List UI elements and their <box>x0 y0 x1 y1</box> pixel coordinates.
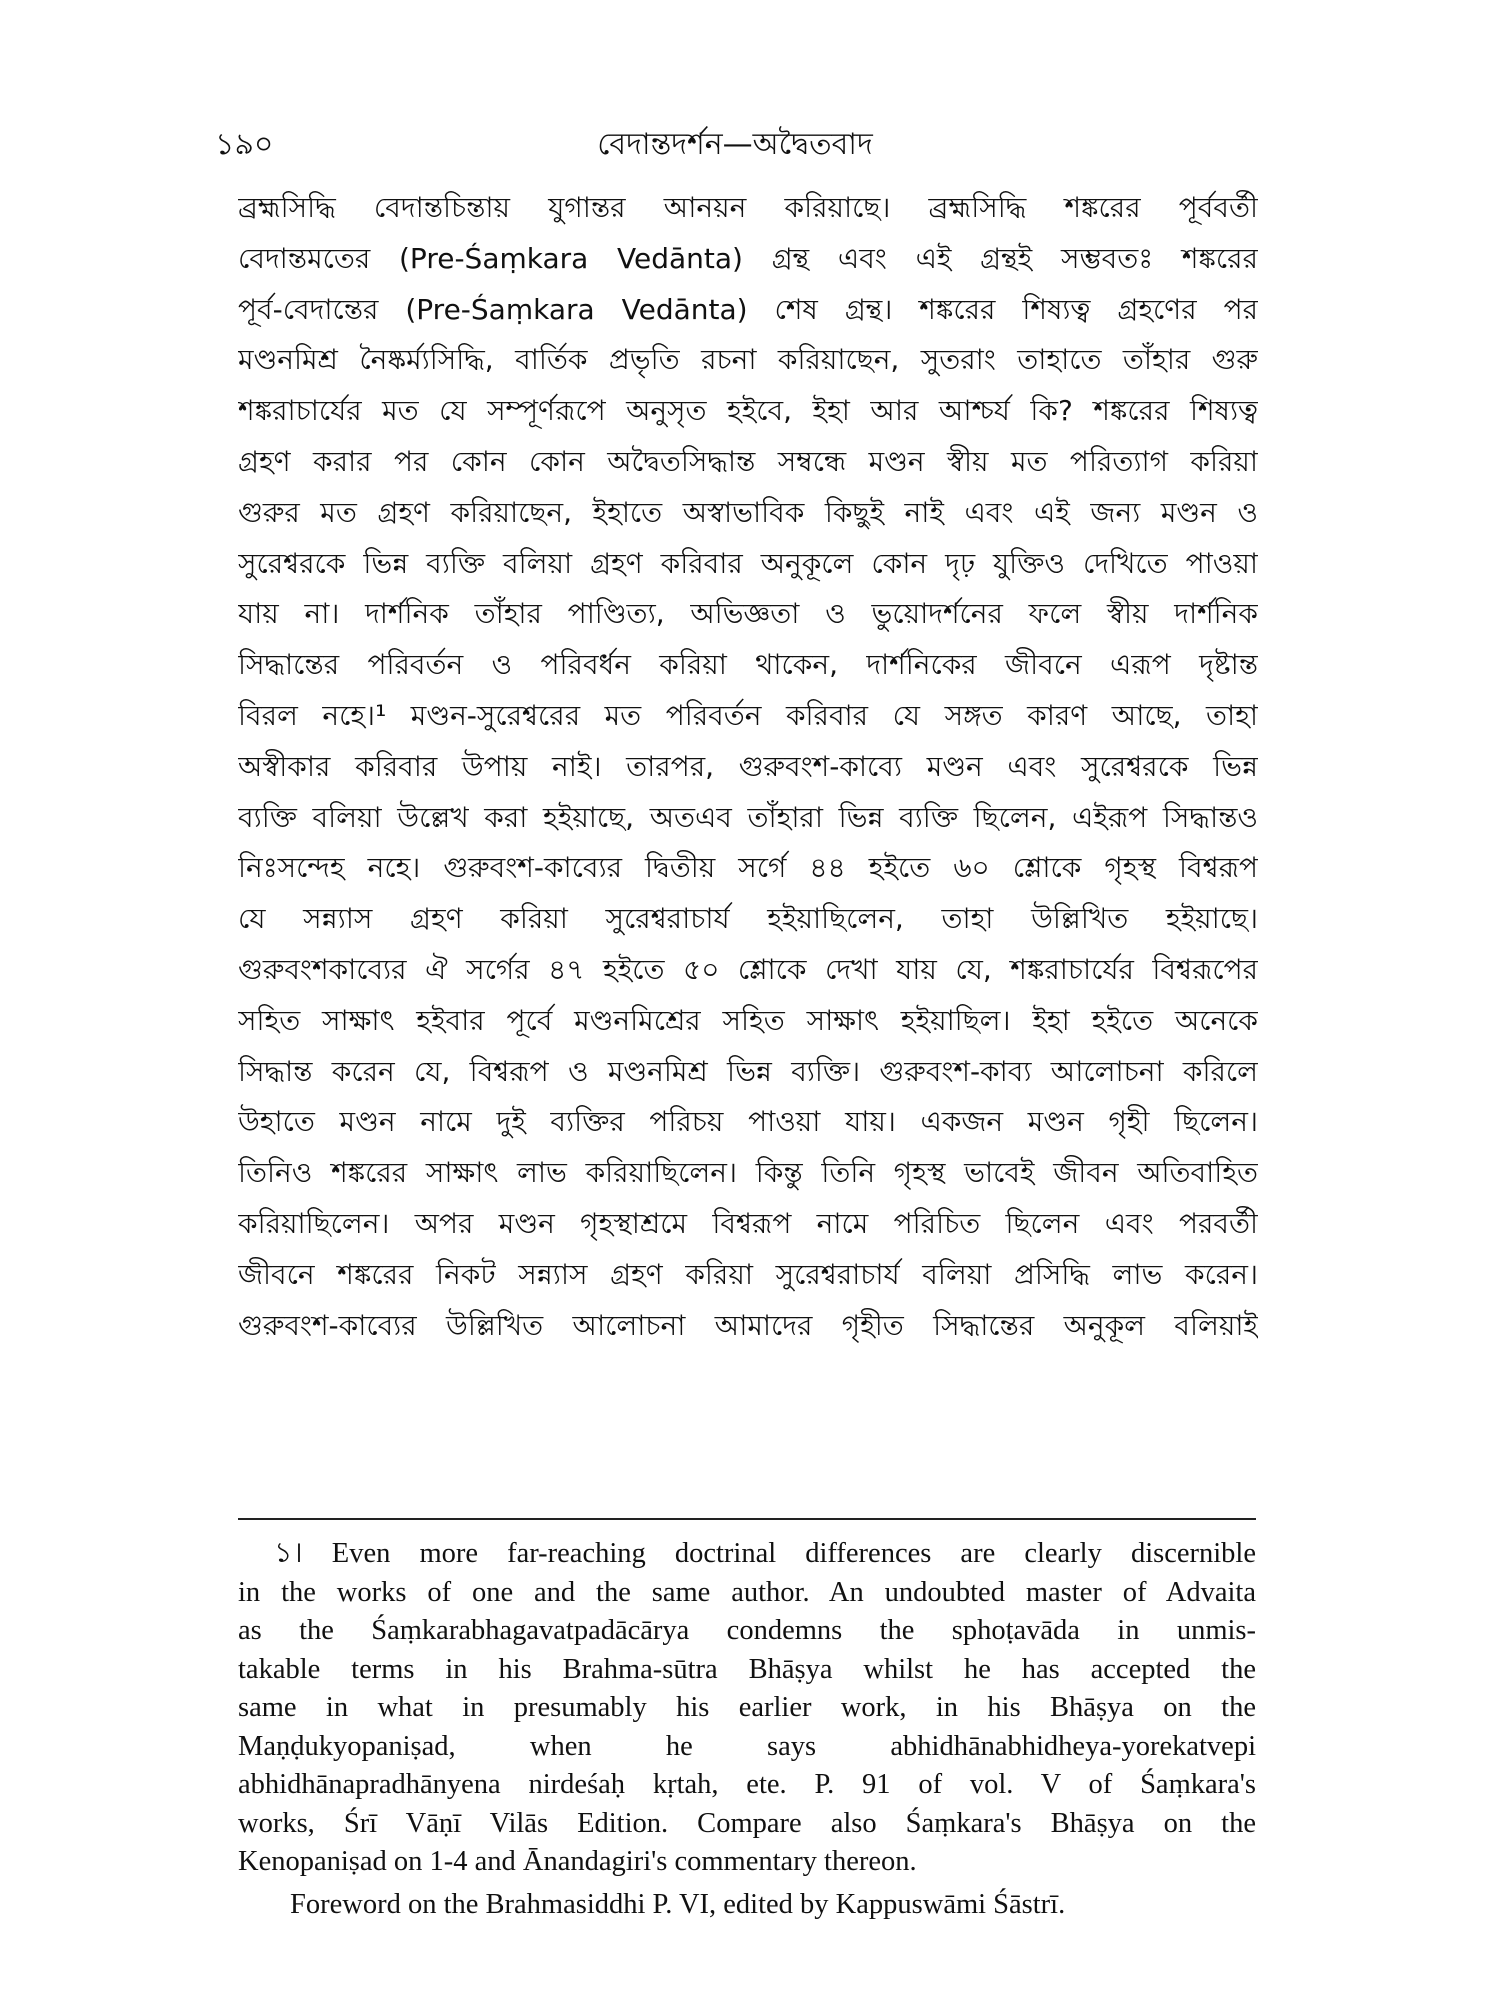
text-line: গুরুর মত গ্রহণ করিয়াছেন, ইহাতে অস্বাভাবিক কিছুই নাই এবং এই জন্য মণ্ডন ও <box>238 495 1258 529</box>
text-line: সুরেশ্বরকে ভিন্ন ব্যক্তি বলিয়া গ্রহণ করিবার অনুকূলে কোন দৃঢ় যুক্তিও দেখিতে পাওয়া <box>238 546 1258 580</box>
running-title: বেদান্তদর্শন—অদ্বৈতবাদ <box>597 127 873 162</box>
footnote-line: ১। Even more far-reaching doctrinal differences are clearly discernible <box>274 1538 1256 1569</box>
footnote-line: in the works of one and the same author. An undoubted master of Advaita <box>238 1576 1256 1608</box>
text-line: উহাতে মণ্ডন নামে দুই ব্যক্তির পরিচয় পাওয়া যায়। একজন মণ্ডন গৃহী ছিলেন। <box>238 1105 1258 1139</box>
footnote-line: Maṇḍukyopaniṣad, when he says abhidhānabhidheya-yorekatvepi <box>238 1730 1256 1762</box>
main-text <box>238 183 1258 1351</box>
text-line: তিনিও শঙ্করের সাক্ষাৎ লাভ করিয়াছিলেন। কিন্তু তিনি গৃহস্থ ভাবেই জীবন অতিবাহিত <box>238 1156 1258 1190</box>
text-line: বেদান্তমতের (Pre-Śaṃkara Vedānta) গ্রন্থ এবং এই গ্রন্থই সম্ভবতঃ শঙ্করের <box>238 241 1258 275</box>
text-line: করিয়াছিলেন। অপর মণ্ডন গৃহস্থাশ্রমে বিশ্বরূপ নামে পরিচিত ছিলেন এবং পরবর্তী <box>238 1206 1258 1240</box>
footnote-line: as the Śaṃkarabhagavatpadācārya condemns the sphoṭavāda in unmis- <box>238 1615 1256 1646</box>
text-line: গুরুবংশকাব্যের ঐ সর্গের ৪৭ হইতে ৫০ শ্লোকে দেখা যায় যে, শঙ্করাচার্যের বিশ্বরূপের <box>238 952 1258 986</box>
text-line: সহিত সাক্ষাৎ হইবার পূর্বে মণ্ডনমিশ্রের সহিত সাক্ষাৎ হইয়াছিল। ইহা হইতে অনেকে <box>238 1003 1258 1037</box>
text-line: গ্রহণ করার পর কোন কোন অদ্বৈতসিদ্ধান্ত সম্বন্ধে মণ্ডন স্বীয় মত পরিত্যাগ করিয়া <box>238 444 1258 478</box>
text-line: অস্বীকার করিবার উপায় নাই। তারপর, গুরুবংশ-কাব্যে মণ্ডন এবং সুরেশ্বরকে ভিন্ন <box>238 749 1258 783</box>
text-line: শঙ্করাচার্যের মত যে সম্পূর্ণরূপে অনুসৃত হইবে, ইহা আর আশ্চর্য কি? শঙ্করের শিষ্যত্ব <box>238 394 1258 428</box>
text-line: পূর্ব-বেদান্তের (Pre-Śaṃkara Vedānta) শেষ গ্রন্থ। শঙ্করের শিষ্যত্ব গ্রহণের পর <box>238 292 1258 326</box>
text-line: বিরল নহে।¹ মণ্ডন-সুরেশ্বরের মত পরিবর্তন করিবার যে সঙ্গত কারণ আছে, তাহা <box>238 698 1258 732</box>
text-line: গুরুবংশ-কাব্যের উল্লিখিত আলোচনা আমাদের গৃহীত সিদ্ধান্তের অনুকূল বলিয়াই <box>238 1308 1258 1342</box>
text-line: মণ্ডনমিশ্র নৈষ্কর্ম্যসিদ্ধি, বার্তিক প্রভৃতি রচনা করিয়াছেন, সুতরাং তাহাতে তাঁহার গুরু <box>238 343 1258 377</box>
page-number: ১৯০ <box>215 127 274 162</box>
footnote-line: takable terms in his Brahma-sūtra Bhāṣya whilst he has accepted the <box>238 1653 1256 1685</box>
footnotes <box>238 1535 1256 1924</box>
text-line: জীবনে শঙ্করের নিকট সন্ন্যাস গ্রহণ করিয়া সুরেশ্বরাচার্য বলিয়া প্রসিদ্ধি লাভ করেন। <box>238 1257 1258 1291</box>
text-line: যে সন্ন্যাস গ্রহণ করিয়া সুরেশ্বরাচার্য হইয়াছিলেন, তাহা উল্লিখিত হইয়াছে। <box>238 902 1258 936</box>
footnote-line: works, Śrī Vāṇī Vilās Edition. Compare also Śaṃkara's Bhāṣya on the <box>238 1807 1256 1839</box>
footnote-line: same in what in presumably his earlier work, in his Bhāṣya on the <box>238 1692 1256 1723</box>
text-line: ব্রহ্মসিদ্ধি বেদান্তচিন্তায় যুগান্তর আনয়ন করিয়াছে। ব্রহ্মসিদ্ধি শঙ্করের পূর্ববর্তী <box>238 191 1258 224</box>
text-line: নিঃসন্দেহ নহে। গুরুবংশ-কাব্যের দ্বিতীয় সর্গে ৪৪ হইতে ৬০ শ্লোকে গৃহস্থ বিশ্বরূপ <box>238 851 1258 885</box>
footnote-2: Foreword on the Brahmasiddhi P. VI, edited by Kappuswāmi Śāstrī. <box>290 1888 1066 1920</box>
text-line: সিদ্ধান্ত করেন যে, বিশ্বরূপ ও মণ্ডনমিশ্র ভিন্ন ব্যক্তি। গুরুবংশ-কাব্য আলোচনা করিলে <box>238 1054 1258 1088</box>
footnote-line: Kenopaniṣad on 1-4 and Ānandagiri's commentary thereon. <box>238 1846 917 1877</box>
text-line: ব্যক্তি বলিয়া উল্লেখ করা হইয়াছে, অতএব তাঁহারা ভিন্ন ব্যক্তি ছিলেন, এইরূপ সিদ্ধান্তও <box>238 800 1258 834</box>
footnote-divider <box>238 1518 1256 1520</box>
page-header <box>215 108 1255 168</box>
text-line: যায় না। দার্শনিক তাঁহার পাণ্ডিত্য, অভিজ্ঞতা ও ভুয়োদর্শনের ফলে স্বীয় দার্শনিক <box>238 597 1258 631</box>
text-line: সিদ্ধান্তের পরিবর্তন ও পরিবর্ধন করিয়া থাকেন, দার্শনিকের জীবনে এরূপ দৃষ্টান্ত <box>238 648 1258 682</box>
footnote-line: abhidhānapradhānyena nirdeśaḥ kṛtah, ete. P. 91 of vol. V of Śaṃkara's <box>238 1769 1256 1800</box>
